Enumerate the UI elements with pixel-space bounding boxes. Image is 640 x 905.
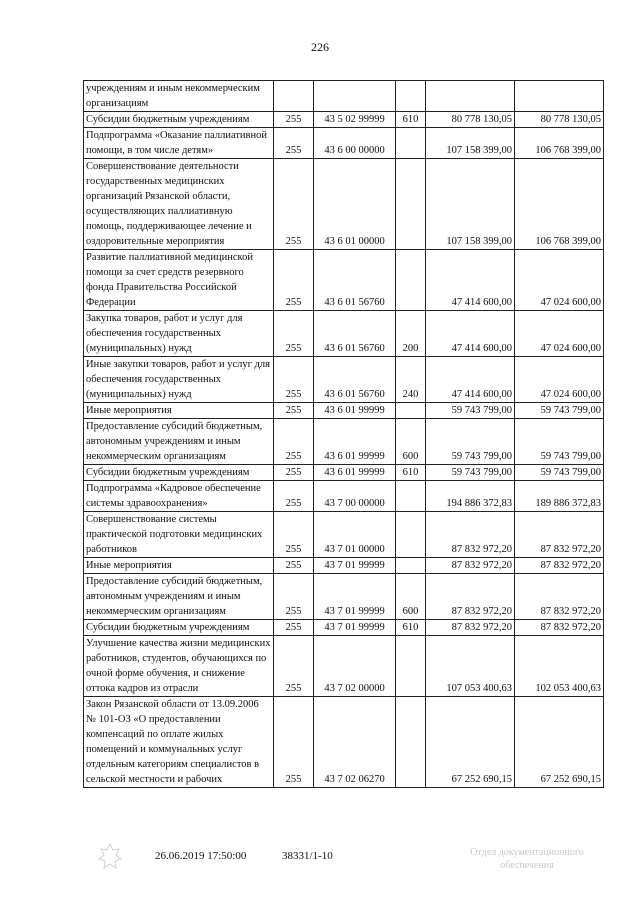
- cell-amount-1: 107 158 399,00: [426, 159, 515, 250]
- cell-amount-1: 47 414 600,00: [426, 311, 515, 357]
- table-row: [84, 128, 604, 159]
- cell-name: Предоставление субсидий бюджетным, автономным учреждениям и иным некоммерческим организациям: [84, 419, 274, 465]
- cell-amount-1: 107 053 400,63: [426, 636, 515, 697]
- cell-admin-code: 255: [274, 112, 314, 128]
- table-row: [84, 159, 604, 250]
- cell-admin-code: 255: [274, 357, 314, 403]
- cell-expense-type: [396, 128, 426, 159]
- cell-target-article: 43 6 01 99999: [314, 403, 396, 419]
- cell-amount-1: 59 743 799,00: [426, 419, 515, 465]
- table-row: [84, 81, 604, 112]
- cell-expense-type: [396, 636, 426, 697]
- cell-target-article: 43 6 01 56760: [314, 311, 396, 357]
- cell-name: Подпрограмма «Кадровое обеспечение системы здравоохранения»: [84, 481, 274, 512]
- cell-admin-code: 255: [274, 403, 314, 419]
- cell-expense-type: 610: [396, 620, 426, 636]
- cell-amount-1: 59 743 799,00: [426, 465, 515, 481]
- cell-name: Иные мероприятия: [84, 403, 274, 419]
- table-row: [84, 357, 604, 403]
- footer-date: 26.06.2019 17:50:00: [155, 850, 247, 862]
- cell-name: Совершенствование деятельности государственных медицинских организаций Рязанской области, осуществляющих паллиативную помощь, поддерживающее лечение и оздоровительные мероприятия: [84, 159, 274, 250]
- cell-amount-2: 47 024 600,00: [515, 250, 604, 311]
- cell-name: Совершенствование системы практической подготовки медицинских работников: [84, 512, 274, 558]
- cell-name: Иные закупки товаров, работ и услуг для обеспечения государственных (муниципальных) нужд: [84, 357, 274, 403]
- cell-amount-2: 59 743 799,00: [515, 465, 604, 481]
- cell-target-article: 43 5 02 99999: [314, 112, 396, 128]
- page-footer: [0, 847, 640, 880]
- cell-admin-code: 255: [274, 311, 314, 357]
- cell-expense-type: [396, 81, 426, 112]
- cell-target-article: 43 6 01 99999: [314, 419, 396, 465]
- cell-amount-2: 106 768 399,00: [515, 159, 604, 250]
- cell-expense-type: [396, 512, 426, 558]
- page-number: 226: [311, 40, 329, 54]
- cell-amount-2: 47 024 600,00: [515, 357, 604, 403]
- cell-expense-type: 600: [396, 574, 426, 620]
- cell-target-article: 43 7 02 06270: [314, 697, 396, 788]
- cell-target-article: [314, 81, 396, 112]
- cell-name: Закон Рязанской области от 13.09.2006 № 101-ОЗ «О предоставлении компенсаций по оплате жилых помещений и коммунальных услуг отдельным категориям специалистов в сельской местности и рабочих: [84, 697, 274, 788]
- cell-amount-1: 87 832 972,20: [426, 620, 515, 636]
- cell-name: Подпрограмма «Оказание паллиативной помощи, в том числе детям»: [84, 128, 274, 159]
- cell-admin-code: 255: [274, 558, 314, 574]
- cell-amount-2: [515, 81, 604, 112]
- cell-expense-type: [396, 558, 426, 574]
- cell-amount-2: 106 768 399,00: [515, 128, 604, 159]
- cell-amount-1: 107 158 399,00: [426, 128, 515, 159]
- cell-admin-code: 255: [274, 697, 314, 788]
- table-row: [84, 558, 604, 574]
- cell-amount-1: 59 743 799,00: [426, 403, 515, 419]
- cell-name: Субсидии бюджетным учреждениям: [84, 620, 274, 636]
- stamp-watermark: Отдел документационного обеспечения: [470, 847, 584, 871]
- cell-amount-2: 189 886 372,83: [515, 481, 604, 512]
- cell-admin-code: 255: [274, 419, 314, 465]
- cell-admin-code: [274, 81, 314, 112]
- cell-amount-2: 87 832 972,20: [515, 574, 604, 620]
- cell-expense-type: [396, 250, 426, 311]
- coat-of-arms-watermark-icon: [97, 842, 123, 872]
- cell-amount-2: 80 778 130,05: [515, 112, 604, 128]
- cell-target-article: 43 7 01 99999: [314, 558, 396, 574]
- cell-amount-2: 102 053 400,63: [515, 636, 604, 697]
- table-row: [84, 112, 604, 128]
- cell-target-article: 43 7 02 00000: [314, 636, 396, 697]
- cell-name: Развитие паллиативной медицинской помощи за счет средств резервного фонда Правительства Российской Федерации: [84, 250, 274, 311]
- cell-amount-1: 194 886 372,83: [426, 481, 515, 512]
- table-row: [84, 512, 604, 558]
- cell-name: Субсидии бюджетным учреждениям: [84, 112, 274, 128]
- table-row: [84, 481, 604, 512]
- cell-amount-1: 47 414 600,00: [426, 250, 515, 311]
- cell-expense-type: 240: [396, 357, 426, 403]
- cell-expense-type: 600: [396, 419, 426, 465]
- cell-target-article: 43 6 01 56760: [314, 357, 396, 403]
- table-row: [84, 465, 604, 481]
- cell-name: учреждениям и иным некоммерческим организациям: [84, 81, 274, 112]
- table-row: [84, 574, 604, 620]
- cell-name: Субсидии бюджетным учреждениям: [84, 465, 274, 481]
- cell-target-article: 43 6 00 00000: [314, 128, 396, 159]
- cell-admin-code: 255: [274, 159, 314, 250]
- cell-expense-type: [396, 403, 426, 419]
- cell-admin-code: 255: [274, 250, 314, 311]
- cell-amount-1: 87 832 972,20: [426, 558, 515, 574]
- table-row: [84, 311, 604, 357]
- cell-admin-code: 255: [274, 620, 314, 636]
- cell-amount-1: 87 832 972,20: [426, 574, 515, 620]
- budget-table: [83, 80, 604, 788]
- table-row: [84, 403, 604, 419]
- table-row: [84, 419, 604, 465]
- cell-expense-type: [396, 159, 426, 250]
- cell-target-article: 43 7 00 00000: [314, 481, 396, 512]
- cell-target-article: 43 7 01 99999: [314, 620, 396, 636]
- cell-amount-2: 59 743 799,00: [515, 403, 604, 419]
- cell-amount-1: 47 414 600,00: [426, 357, 515, 403]
- cell-admin-code: 255: [274, 574, 314, 620]
- cell-target-article: 43 6 01 99999: [314, 465, 396, 481]
- cell-amount-1: [426, 81, 515, 112]
- table-row: [84, 620, 604, 636]
- cell-amount-2: 47 024 600,00: [515, 311, 604, 357]
- footer-doc-number: 38331/1-10: [282, 850, 333, 862]
- cell-target-article: 43 6 01 56760: [314, 250, 396, 311]
- cell-target-article: 43 7 01 00000: [314, 512, 396, 558]
- cell-expense-type: 610: [396, 112, 426, 128]
- cell-admin-code: 255: [274, 465, 314, 481]
- cell-admin-code: 255: [274, 512, 314, 558]
- table-row: [84, 697, 604, 788]
- cell-expense-type: [396, 481, 426, 512]
- cell-admin-code: 255: [274, 636, 314, 697]
- cell-expense-type: 610: [396, 465, 426, 481]
- cell-amount-2: 87 832 972,20: [515, 512, 604, 558]
- cell-name: Улучшение качества жизни медицинских работников, студентов, обучающихся по очной форме обучения, и снижение оттока кадров из отрасли: [84, 636, 274, 697]
- cell-amount-2: 59 743 799,00: [515, 419, 604, 465]
- cell-expense-type: 200: [396, 311, 426, 357]
- cell-amount-1: 87 832 972,20: [426, 512, 515, 558]
- cell-target-article: 43 6 01 00000: [314, 159, 396, 250]
- cell-target-article: 43 7 01 99999: [314, 574, 396, 620]
- cell-expense-type: [396, 697, 426, 788]
- cell-amount-2: 67 252 690,15: [515, 697, 604, 788]
- cell-admin-code: 255: [274, 128, 314, 159]
- cell-name: Иные мероприятия: [84, 558, 274, 574]
- table-row: [84, 636, 604, 697]
- cell-admin-code: 255: [274, 481, 314, 512]
- cell-amount-2: 87 832 972,20: [515, 620, 604, 636]
- cell-amount-1: 80 778 130,05: [426, 112, 515, 128]
- cell-amount-2: 87 832 972,20: [515, 558, 604, 574]
- table-row: [84, 250, 604, 311]
- cell-name: Закупка товаров, работ и услуг для обеспечения государственных (муниципальных) нужд: [84, 311, 274, 357]
- cell-name: Предоставление субсидий бюджетным, автономным учреждениям и иным некоммерческим организациям: [84, 574, 274, 620]
- cell-amount-1: 67 252 690,15: [426, 697, 515, 788]
